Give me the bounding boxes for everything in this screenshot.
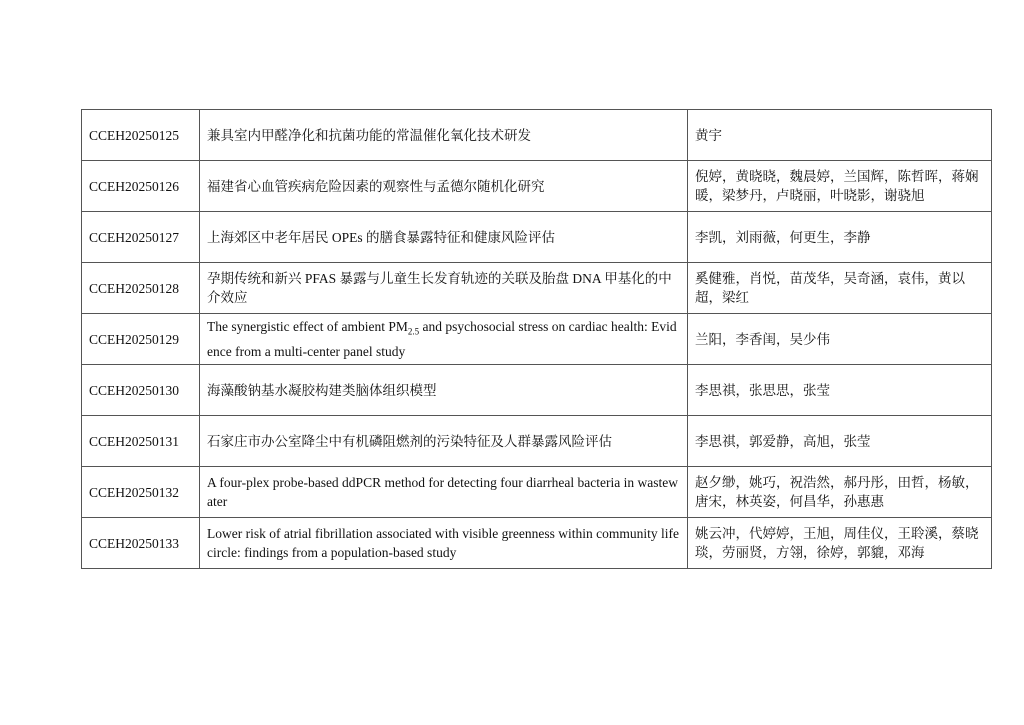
project-authors-cell: 奚健雅，肖悦，苗茂华，吴奇涵，袁伟，黄以超，梁红 xyxy=(688,263,992,314)
project-authors-cell: 黄宇 xyxy=(688,110,992,161)
project-authors-cell: 李思祺，张思思，张莹 xyxy=(688,365,992,416)
title-text-post: and psychosocial stress on cardiac health: Evidence from a multi-center panel study xyxy=(207,319,677,359)
table-row xyxy=(82,161,992,212)
project-authors-cell: 姚云冲，代婷婷，王旭，周佳仪，王聆溪，蔡晓琰，劳丽贤，方翎，徐婷，郭貔，邓海 xyxy=(688,518,992,569)
table-row xyxy=(82,314,992,365)
project-title-cell xyxy=(200,314,688,365)
project-title-cell: 海藻酸钠基水凝胶构建类脑体组织模型 xyxy=(200,365,688,416)
project-title-cell: 孕期传统和新兴 PFAS 暴露与儿童生长发育轨迹的关联及胎盘 DNA 甲基化的中介效应 xyxy=(200,263,688,314)
project-authors-cell: 倪婷，黄晓晓，魏晨婷，兰国辉，陈哲晖，蒋娴暖，梁梦丹，卢晓丽，叶晓影，谢骁旭 xyxy=(688,161,992,212)
project-id-cell: CCEH20250126 xyxy=(82,161,200,212)
project-authors-cell: 赵夕缈，姚巧，祝浩然，郝丹彤，田哲，杨敏，唐宋，林英姿，何昌华，孙惠惠 xyxy=(688,467,992,518)
project-title-cell: 石家庄市办公室降尘中有机磷阻燃剂的污染特征及人群暴露风险评估 xyxy=(200,416,688,467)
project-title-cell: 上海郊区中老年居民 OPEs 的膳食暴露特征和健康风险评估 xyxy=(200,212,688,263)
project-id-cell: CCEH20250130 xyxy=(82,365,200,416)
table-row xyxy=(82,467,992,518)
project-id-cell: CCEH20250128 xyxy=(82,263,200,314)
table-row xyxy=(82,263,992,314)
table-row xyxy=(82,416,992,467)
project-title-cell: 兼具室内甲醛净化和抗菌功能的常温催化氧化技术研发 xyxy=(200,110,688,161)
project-id-cell: CCEH20250132 xyxy=(82,467,200,518)
project-id-cell: CCEH20250133 xyxy=(82,518,200,569)
title-text-pre: The synergistic effect of ambient PM xyxy=(207,319,408,335)
project-authors-cell: 兰阳，李香闺，吴少伟 xyxy=(688,314,992,365)
title-subscript: 2.5 xyxy=(407,326,420,337)
project-id-cell: CCEH20250125 xyxy=(82,110,200,161)
table-row xyxy=(82,365,992,416)
project-title-cell: 福建省心血管疾病危险因素的观察性与孟德尔随机化研究 xyxy=(200,161,688,212)
project-title-cell: Lower risk of atrial fibrillation associated with visible greenness within community life circle: findings from a population-based study xyxy=(200,518,688,569)
table-row xyxy=(82,110,992,161)
project-table xyxy=(81,109,992,569)
table-row xyxy=(82,212,992,263)
project-id-cell: CCEH20250131 xyxy=(82,416,200,467)
project-id-cell: CCEH20250127 xyxy=(82,212,200,263)
project-authors-cell: 李思祺，郭爱静，高旭，张莹 xyxy=(688,416,992,467)
project-authors-cell: 李凯，刘雨薇，何更生，李静 xyxy=(688,212,992,263)
project-title-cell: A four-plex probe-based ddPCR method for detecting four diarrheal bacteria in wastewater xyxy=(200,467,688,518)
project-id-cell: CCEH20250129 xyxy=(82,314,200,365)
table-row xyxy=(82,518,992,569)
